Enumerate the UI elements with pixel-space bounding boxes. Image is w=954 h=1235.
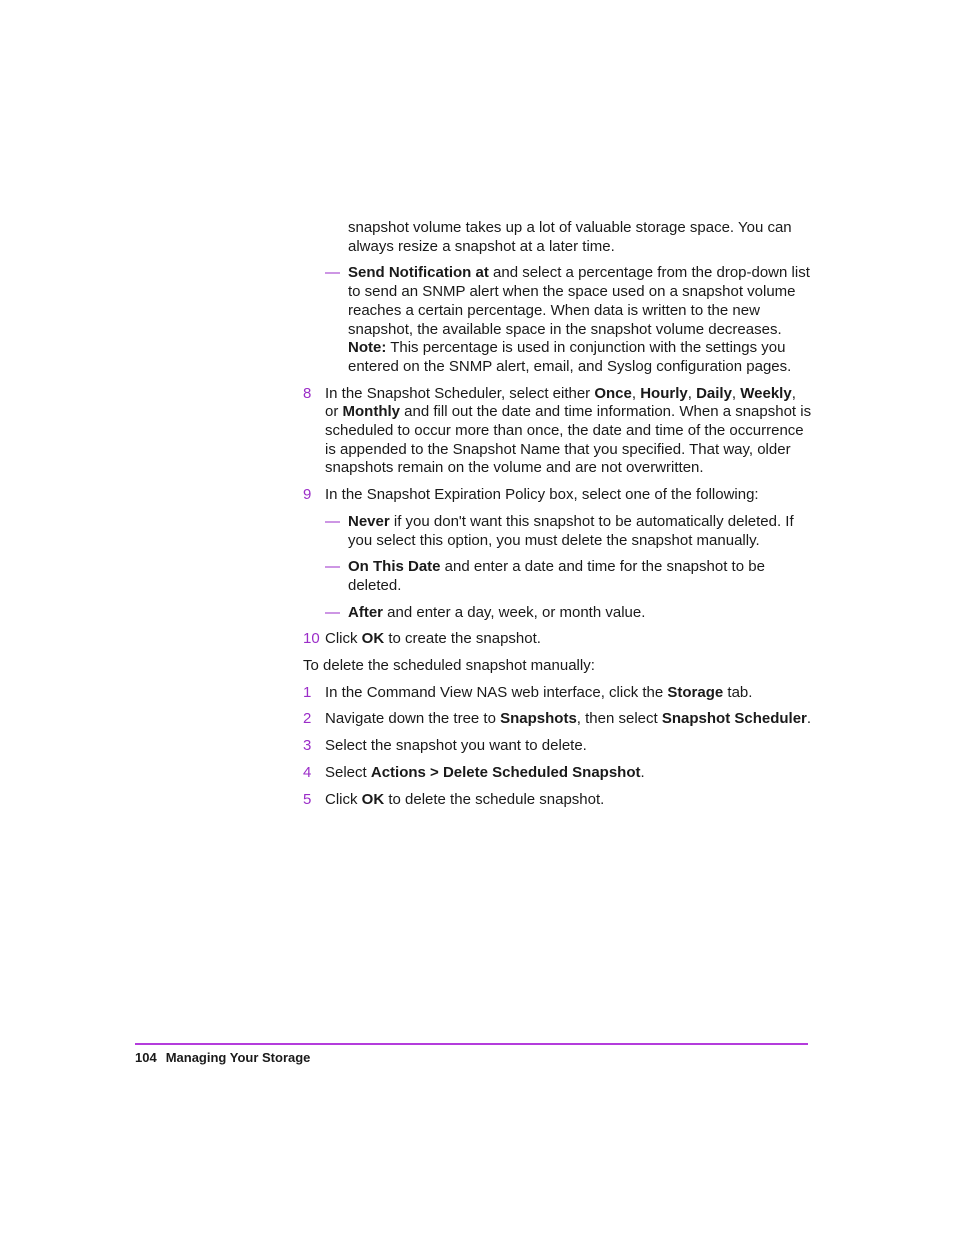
ok-term: OK <box>361 630 385 648</box>
step-text: In the Snapshot Expiration Policy box, select one of the following: <box>325 486 759 504</box>
page-footer <box>135 1049 310 1068</box>
step-text: , <box>731 384 741 402</box>
dash-bullet: — <box>325 558 340 576</box>
never-item <box>303 513 813 550</box>
step-8 <box>303 385 813 479</box>
step-text: . <box>806 710 812 728</box>
weekly-option: Weekly <box>740 384 792 402</box>
snapshots-term: Snapshots <box>500 710 577 728</box>
hourly-option: Hourly <box>640 384 688 402</box>
section-title: Managing Your Storage <box>165 1050 311 1065</box>
daily-option: Daily <box>696 384 732 402</box>
item-text: and enter a day, week, or month value. <box>383 603 646 621</box>
send-notification-term: Send Notification at <box>348 264 489 282</box>
delete-step-3 <box>303 737 813 756</box>
delete-step-1 <box>303 684 813 703</box>
step-text: Select <box>325 763 371 781</box>
step-text: to delete the schedule snapshot. <box>384 790 605 808</box>
step-text: In the Snapshot Scheduler, select either <box>325 384 595 402</box>
step-text: Click <box>325 630 362 648</box>
step-text: , <box>687 384 697 402</box>
on-this-date-item <box>303 558 813 595</box>
step-number: 1 <box>303 683 312 701</box>
step-text: In the Command View NAS web interface, click the <box>325 683 668 701</box>
step-number: 8 <box>303 384 312 402</box>
dash-bullet: — <box>325 264 340 282</box>
note-label: Note: <box>348 339 387 357</box>
step-text: Click <box>325 790 362 808</box>
after-term: After <box>348 603 384 621</box>
send-notification-text: and select a percentage from the drop-down list to send an SNMP alert when the space used on a snapshot volume reaches a certain percentage. When data is written to the new snapshot, the available space in the snapshot volume decreases. <box>348 264 810 338</box>
footer-rule <box>135 1043 808 1045</box>
step-number: 5 <box>303 790 312 808</box>
delete-step-4 <box>303 764 813 783</box>
step-text: , <box>631 384 641 402</box>
step-text: . <box>640 763 645 781</box>
dash-bullet: — <box>325 603 340 621</box>
after-item <box>303 604 813 623</box>
step-text: , then select <box>576 710 662 728</box>
step-number: 10 <box>303 630 320 648</box>
storage-term: Storage <box>667 683 724 701</box>
delete-intro: To delete the scheduled snapshot manually: <box>303 657 595 675</box>
intro-continuation: snapshot volume takes up a lot of valuable storage space. You can always resize a snapshot at a later time. <box>348 219 792 255</box>
step-text: Navigate down the tree to <box>325 710 501 728</box>
step-text: to create the snapshot. <box>384 630 541 648</box>
actions-menu-term: Actions > Delete Scheduled Snapshot <box>370 763 641 781</box>
step-number: 3 <box>303 737 312 755</box>
step-number: 2 <box>303 710 312 728</box>
send-notification-item <box>303 264 813 376</box>
page-body <box>303 219 813 817</box>
monthly-option: Monthly <box>342 403 401 421</box>
step-text: and fill out the date and time information. When a snapshot is scheduled to occur more than once, the date and time of the occurrence is appended to the Snapshot Name that you specified. That way, older snapshots remain on the volume and are not overwritten. <box>325 403 812 477</box>
never-term: Never <box>348 512 390 530</box>
item-text: if you don't want this snapshot to be automatically deleted. If you select this option, you must delete the snapshot manually. <box>348 512 794 549</box>
step-text: , or <box>325 384 796 421</box>
delete-step-2 <box>303 710 813 729</box>
delete-step-5 <box>303 791 813 810</box>
dash-bullet: — <box>325 512 340 530</box>
item-text: and enter a date and time for the snapshot to be deleted. <box>348 558 765 594</box>
step-number: 4 <box>303 763 312 781</box>
step-text: Select the snapshot you want to delete. <box>325 737 587 755</box>
step-number: 9 <box>303 486 312 504</box>
step-10 <box>303 630 813 649</box>
note-text: This percentage is used in conjunction with the settings you entered on the SNMP alert, email, and Syslog configuration pages. <box>348 339 792 375</box>
step-9 <box>303 486 813 505</box>
page-number: 104 <box>135 1050 157 1065</box>
ok-term: OK <box>361 790 385 808</box>
once-option: Once <box>594 384 632 402</box>
step-text: tab. <box>723 683 753 701</box>
on-this-date-term: On This Date <box>348 558 441 576</box>
snapshot-scheduler-term: Snapshot Scheduler <box>661 710 807 728</box>
